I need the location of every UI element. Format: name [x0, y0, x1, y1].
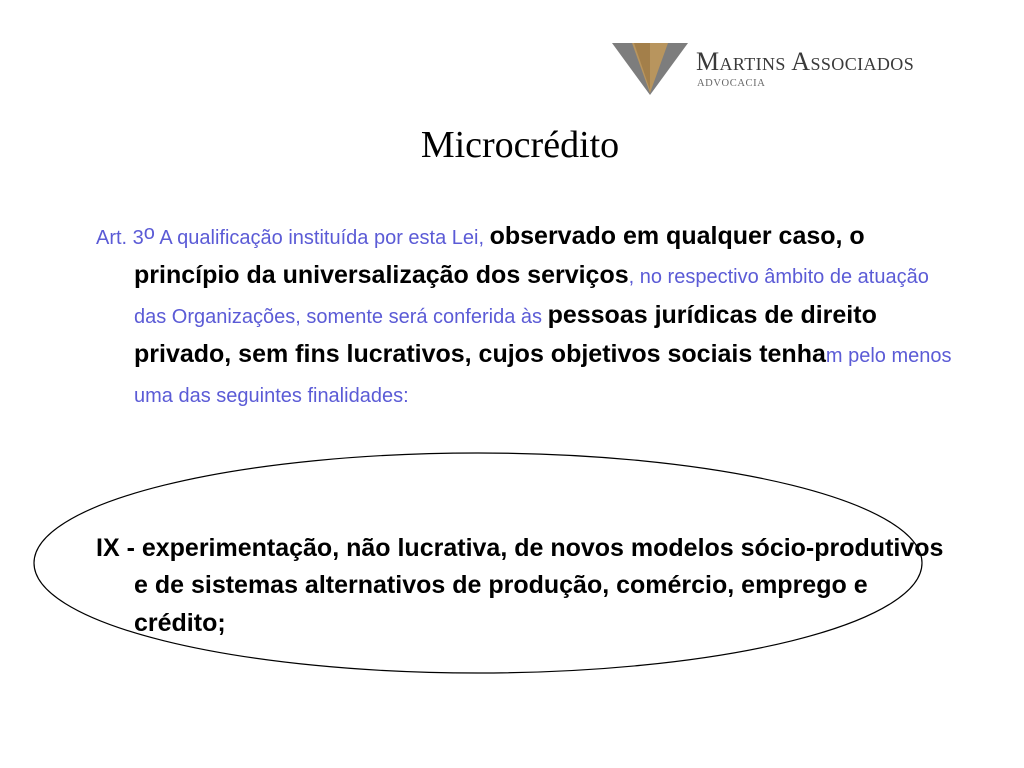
article-paragraph: [96, 218, 964, 415]
item-ix-paragraph: IX - experimentação, não lucrativa, de novos modelos sócio-produtivos e de sistemas alternativos de produção, comércio, emprego e crédito;: [96, 534, 944, 637]
article-text-1: A qualificação instituída por esta Lei,: [154, 227, 490, 249]
slide-title: Microcrédito: [420, 124, 620, 166]
logo-company-subtitle: ADVOCACIA: [697, 78, 766, 89]
article-text-2: , no respectivo âmbito de atuação das Organizações, somente será conferida às: [134, 266, 929, 328]
article-prefix: Art. 3: [96, 227, 144, 249]
logo-triangle-icon: [610, 40, 690, 96]
article-text-3: m pelo menos uma das seguintes finalidades:: [134, 345, 952, 407]
article-ordinal: o: [143, 222, 155, 244]
article-bold-1: observado em qualquer caso, o princípio da universalização dos serviços: [134, 222, 865, 290]
company-logo: [610, 40, 970, 96]
logo-company-name: Martins Associados: [696, 47, 915, 76]
article-bold-2: pessoas jurídicas de direito privado, sem fins lucrativos, cujos objetivos sociais tenha: [134, 300, 877, 369]
